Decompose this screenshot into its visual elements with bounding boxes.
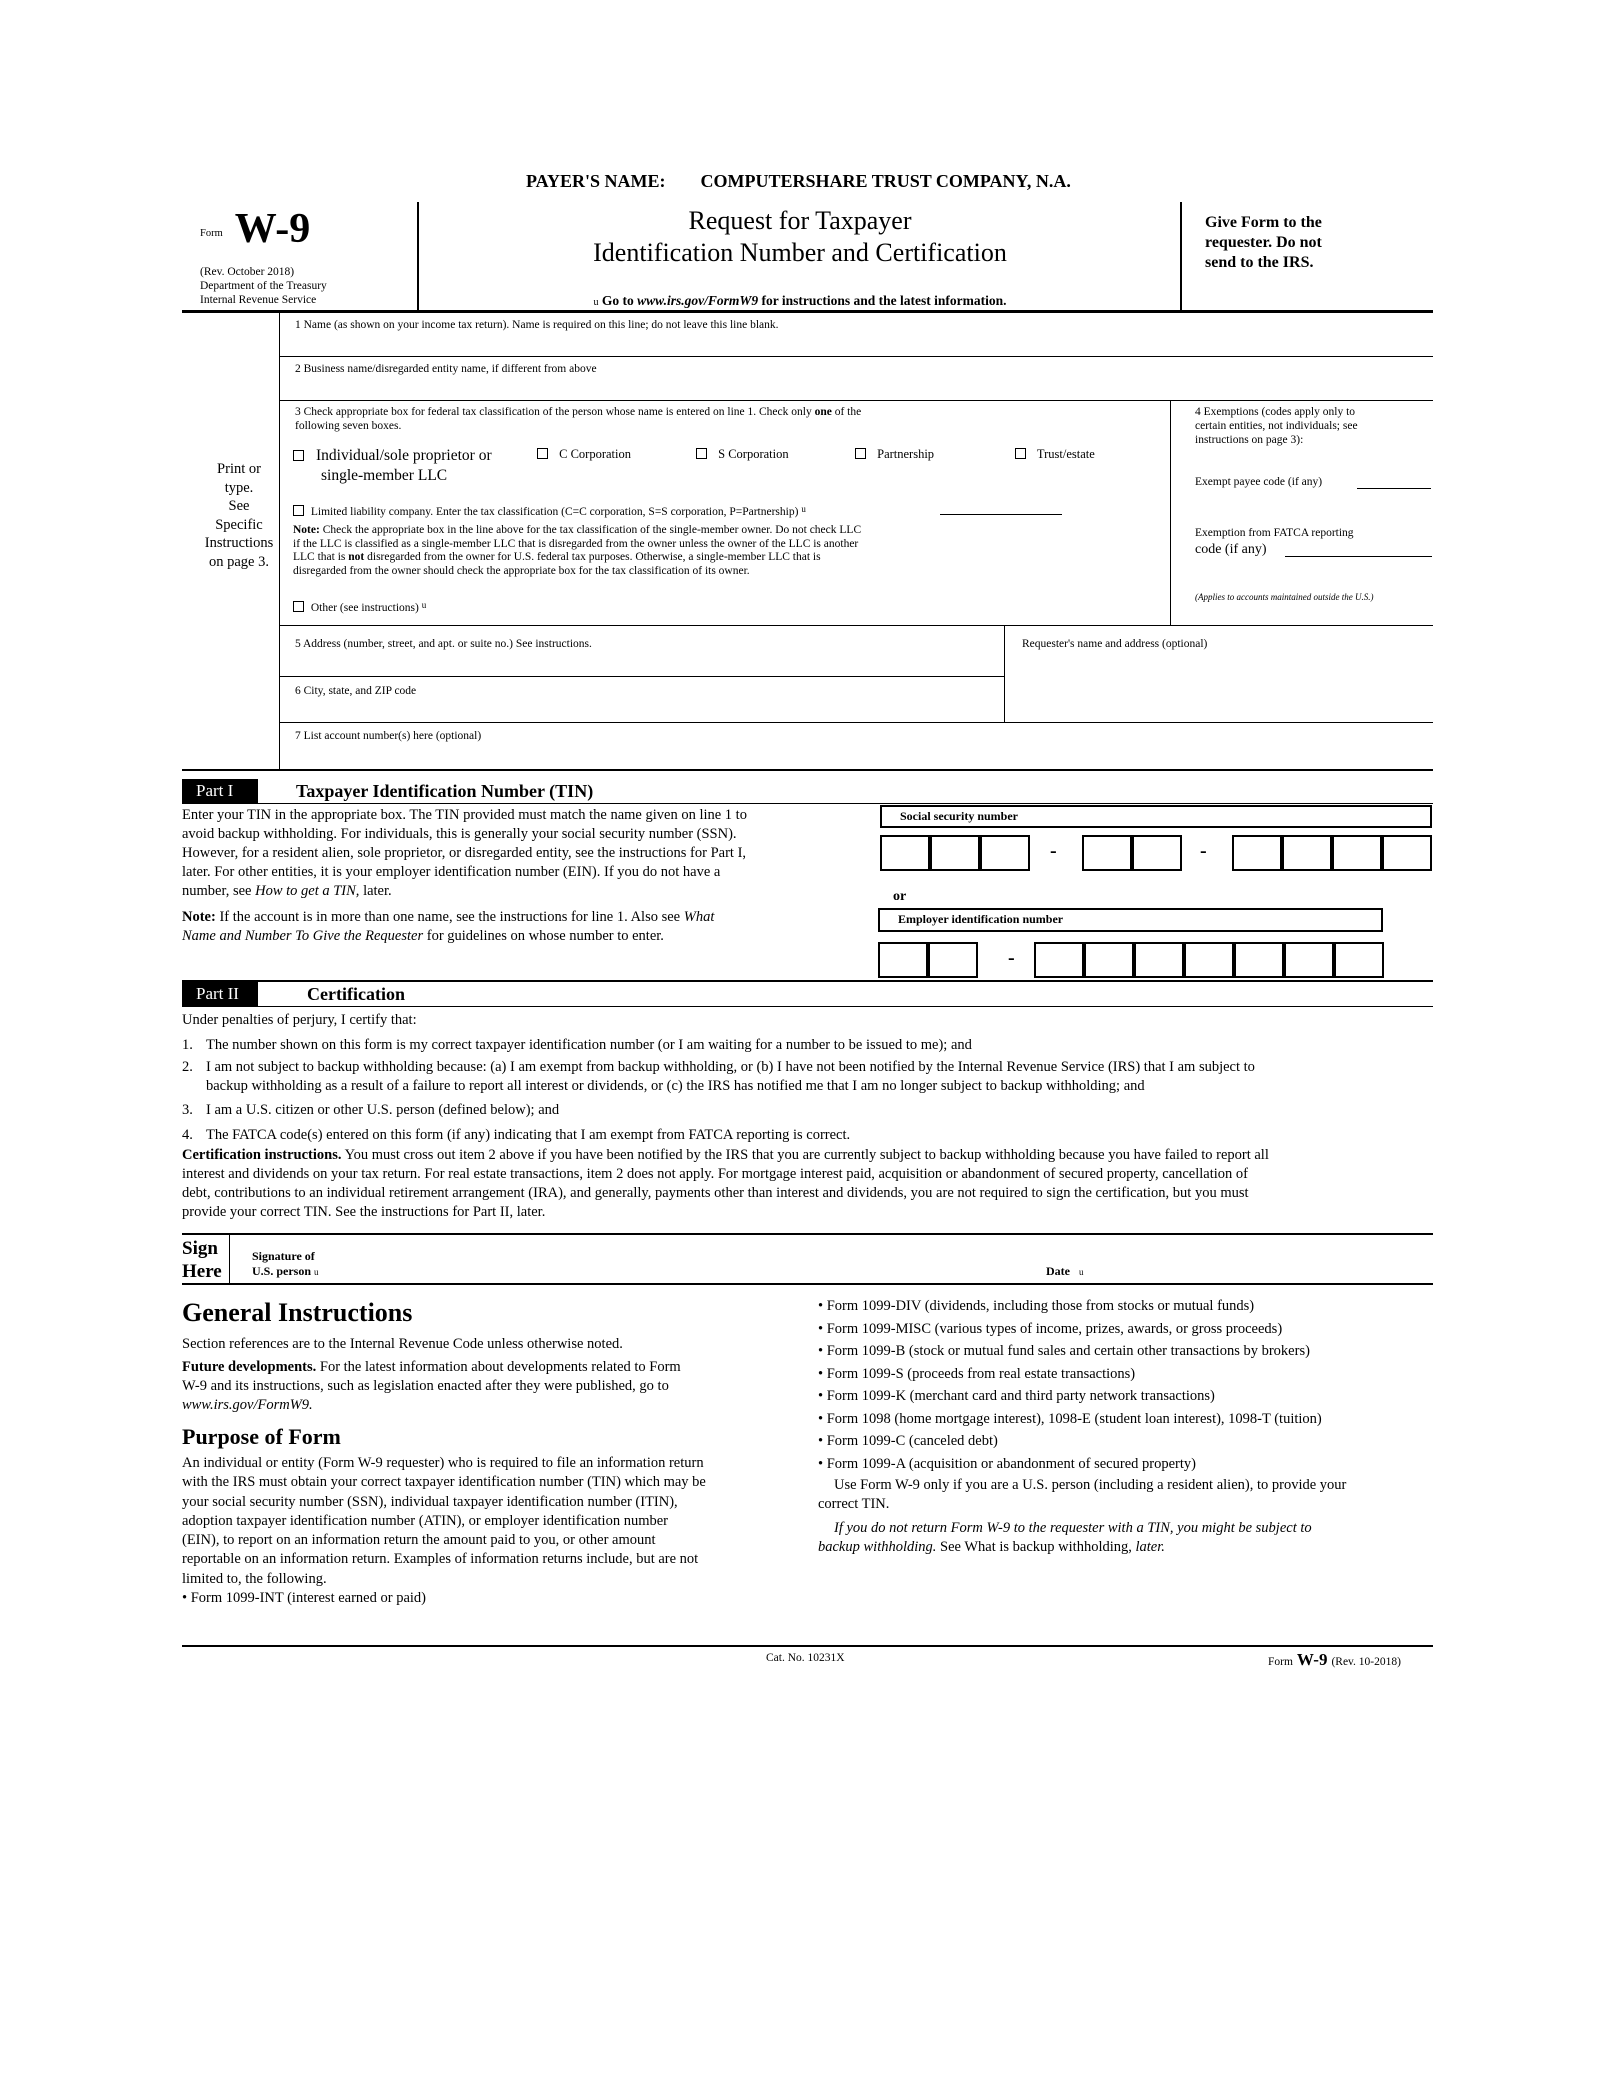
no-return-note xyxy=(818,1519,1438,1557)
cert-item-number: 4. xyxy=(182,1127,193,1143)
ein-digit-box[interactable] xyxy=(878,942,928,978)
name-field[interactable] xyxy=(282,334,1432,356)
line-5-label: 5 Address (number, street, and apt. or suite no.) See instructions. xyxy=(295,638,592,650)
sign-bottom-rule xyxy=(182,1283,1433,1285)
llc-note-text: if the LLC is classified as a single-member LLC that is disregarded from the owner unless the owner of the LLC is another xyxy=(293,537,859,550)
no-return-text: See What is backup withholding, xyxy=(940,1539,1132,1555)
ein-digit-box[interactable] xyxy=(1284,942,1334,978)
ein-digit-box[interactable] xyxy=(1034,942,1084,978)
purpose-line: limited to, the following. xyxy=(182,1570,327,1587)
give-form-line-2: requester. Do not xyxy=(1205,234,1322,251)
part-1-title: Taxpayer Identification Number (TIN) xyxy=(296,781,594,801)
part-2-title: Certification xyxy=(307,984,405,1004)
date-label xyxy=(1046,1264,1084,1280)
cert-item xyxy=(182,1101,559,1120)
line-1-rule xyxy=(280,356,1433,357)
cert-item-text: I am not subject to backup withholding because: (a) I am exempt from backup withholding, or (b) I have not been notified by the Internal Revenue Service (IRS) that I am subject to xyxy=(206,1059,1255,1075)
llc-note xyxy=(293,524,1163,578)
form-department: Department of the Treasury xyxy=(200,280,327,292)
purpose-line: (EIN), to report on an information return the amount paid to you, or other amount xyxy=(182,1532,656,1549)
line-7-label: 7 List account number(s) here (optional) xyxy=(295,730,482,742)
list-item: • Form 1098 (home mortgage interest), 1098-E (student loan interest), 1098-T (tuition) xyxy=(818,1410,1322,1427)
how-to-get-tin: How to get a TIN, xyxy=(255,883,360,899)
list-item: • Form 1099-K (merchant card and third party network transactions) xyxy=(818,1388,1215,1404)
ssn-digit-box[interactable] xyxy=(980,835,1030,871)
goto-line xyxy=(420,292,1180,311)
exemptions-line: 4 Exemptions (codes apply only to xyxy=(1195,406,1356,418)
ein-digit-box[interactable] xyxy=(1184,942,1234,978)
list-item: • Form 1099-A (acquisition or abandonment of secured property) xyxy=(818,1455,1196,1472)
cert-instructions xyxy=(182,1146,1433,1222)
title-line-1: Request for Taxpayer xyxy=(688,206,912,235)
line-1-label: 1 Name (as shown on your income tax return). Name is required on this line; do not leave this line blank. xyxy=(295,319,779,331)
cert-instructions-label: Certification instructions. xyxy=(182,1147,342,1163)
date-field[interactable] xyxy=(1100,1240,1430,1280)
sign-divider xyxy=(229,1235,230,1283)
purpose-text xyxy=(182,1454,782,1608)
exemptions-label xyxy=(1195,405,1430,447)
exemptions-line: certain entities, not individuals; see xyxy=(1195,420,1358,432)
sign-word: Sign xyxy=(182,1238,218,1259)
future-developments xyxy=(182,1358,782,1415)
arrow-icon: u xyxy=(421,600,427,610)
goto-url[interactable]: www.irs.gov/FormW9 xyxy=(637,293,759,308)
checkbox-llc[interactable] xyxy=(293,505,304,516)
cert-item-text: The number shown on this form is my correct taxpayer identification number (or I am waiting for a number to be issued to me); and xyxy=(206,1037,972,1053)
part-1-line: Enter your TIN in the appropriate box. The TIN provided must match the name given on line 1 to xyxy=(182,807,747,823)
list-item: • Form 1099-INT (interest earned or paid) xyxy=(182,1590,426,1607)
arrow-icon: u xyxy=(314,1267,319,1277)
ssn-dash: - xyxy=(1200,840,1207,862)
cert-instructions-text: interest and dividends on your tax return. For real estate transactions, item 2 does not apply. For mortgage interest paid, acquisition or abandonment of secured property, cancellation of xyxy=(182,1166,1248,1182)
future-developments-text: For the latest information about developments related to Form xyxy=(319,1359,681,1375)
part-1-note-italic: What xyxy=(683,909,715,925)
footer-rev: (Rev. 10-2018) xyxy=(1331,1656,1401,1668)
list-item: • Form 1099-DIV (dividends, including those from stocks or mutual funds) xyxy=(818,1298,1255,1314)
checkbox-other[interactable] xyxy=(293,601,304,612)
account-numbers-field[interactable] xyxy=(282,745,1432,767)
form-rev: (Rev. October 2018) xyxy=(200,266,295,278)
goto-prefix: Go to xyxy=(601,293,634,308)
ein-dash: - xyxy=(1008,947,1015,969)
line-3-text-c: following seven boxes. xyxy=(295,420,402,432)
part-1-note-label: Note: xyxy=(182,909,216,925)
llc-note-text: disregarded from the owner for U.S. federal tax purposes. Otherwise, a single-member LLC that is xyxy=(367,551,821,563)
give-form-line-1: Give Form to the xyxy=(1205,214,1322,231)
or-label: or xyxy=(893,889,907,904)
llc-note-text: LLC that is xyxy=(293,551,346,563)
address-field[interactable] xyxy=(282,652,1002,676)
line-6-rule xyxy=(280,722,1433,723)
checkbox-c-corp[interactable] xyxy=(537,448,548,459)
side-label-line: Instructions xyxy=(204,535,274,551)
line-3-one: one xyxy=(814,406,832,418)
sign-label xyxy=(182,1237,222,1283)
part-1-note xyxy=(182,908,862,946)
fatca-label-1: Exemption from FATCA reporting xyxy=(1195,527,1354,539)
side-label-line: Print or xyxy=(217,461,261,477)
side-label-line: on page 3. xyxy=(209,553,269,570)
option-trust[interactable] xyxy=(1015,447,1095,462)
cert-item-number: 1. xyxy=(182,1037,193,1053)
use-form-text: Use Form W-9 only if you are a U.S. person (including a resident alien), to provide your xyxy=(834,1477,1347,1493)
side-label-line: Specific xyxy=(215,516,263,533)
header-divider-right xyxy=(1180,202,1182,312)
line-3-rule xyxy=(280,625,1433,626)
option-individual[interactable] xyxy=(293,446,492,465)
checkbox-individual[interactable] xyxy=(293,450,304,461)
part-2-tag: Part II xyxy=(182,982,258,1006)
list-item: • Form 1099-S (proceeds from real estate transactions) xyxy=(818,1365,1136,1382)
checkbox-s-corp[interactable] xyxy=(696,448,707,459)
no-return-later: later. xyxy=(1135,1539,1165,1555)
option-partnership-label: Partnership xyxy=(877,447,935,461)
option-s-corp-label: S Corporation xyxy=(718,447,789,461)
form-title xyxy=(420,205,1180,269)
exempt-payee-field[interactable] xyxy=(1357,488,1431,489)
purpose-line: adoption taxpayer identification number (ATIN), or employer identification number xyxy=(182,1512,668,1529)
line-3-label xyxy=(295,405,1155,433)
line-2-rule xyxy=(280,400,1433,401)
signature-label-1: Signature of xyxy=(252,1249,315,1263)
cert-item-number: 2. xyxy=(182,1059,193,1075)
ein-digit-box[interactable] xyxy=(1334,942,1384,978)
section-rule xyxy=(182,769,1433,771)
line-6-label: 6 City, state, and ZIP code xyxy=(295,685,417,697)
part-1-rule xyxy=(182,803,1433,804)
city-state-zip-field[interactable] xyxy=(282,699,1002,721)
ssn-digit-box[interactable] xyxy=(880,835,930,871)
payer-name: COMPUTERSHARE TRUST COMPANY, N.A. xyxy=(700,171,1071,191)
line-3-text-a: 3 Check appropriate box for federal tax classification of the person whose name is entered on line 1. Check only xyxy=(295,406,812,418)
option-s-corp[interactable] xyxy=(696,447,789,462)
form-list xyxy=(818,1295,1438,1475)
requester-field[interactable] xyxy=(1007,652,1432,720)
line-5-rule xyxy=(280,676,1005,677)
requester-label: Requester's name and address (optional) xyxy=(1022,638,1208,650)
exemptions-divider xyxy=(1170,401,1171,625)
part-1-note-text: for guidelines on whose number to enter. xyxy=(426,928,664,944)
cert-item-text: I am a U.S. citizen or other U.S. person (defined below); and xyxy=(206,1102,560,1118)
ein-digit-box[interactable] xyxy=(1084,942,1134,978)
list-item: • Form 1099-B (stock or mutual fund sales and certain other transactions by brokers) xyxy=(818,1343,1310,1359)
give-form-note xyxy=(1205,213,1322,273)
signature-field[interactable] xyxy=(345,1240,1035,1280)
form-word: Form xyxy=(200,228,223,239)
ssn-dash: - xyxy=(1050,840,1057,862)
header-divider-left xyxy=(417,202,419,312)
llc-classification-field[interactable] xyxy=(940,514,1062,515)
ein-digit-box[interactable] xyxy=(1234,942,1284,978)
ein-digit-box[interactable] xyxy=(1134,942,1184,978)
footer-form-word: Form xyxy=(1268,1656,1293,1668)
option-other-label: Other (see instructions) xyxy=(310,602,419,614)
ssn-digit-box[interactable] xyxy=(1082,835,1132,871)
cert-item xyxy=(182,1036,972,1055)
checkbox-partnership[interactable] xyxy=(855,448,866,459)
cert-item-continuation: backup withholding as a result of a failure to report all interest or dividends, or (c) the IRS has notified me that I am no longer subject to backup withholding; and xyxy=(206,1078,1145,1094)
ssn-label: Social security number xyxy=(880,805,1432,828)
list-item: • Form 1099-C (canceled debt) xyxy=(818,1433,998,1449)
requester-divider xyxy=(1004,626,1005,722)
ein-label: Employer identification number xyxy=(878,908,1383,932)
part-1-line: However, for a resident alien, sole proprietor, or disregarded entity, see the instructions for Part I, xyxy=(182,845,747,861)
checkbox-trust[interactable] xyxy=(1015,448,1026,459)
signature-label-2: U.S. person xyxy=(252,1264,312,1278)
cert-item-text: The FATCA code(s) entered on this form (if any) indicating that I am exempt from FATCA reporting is correct. xyxy=(206,1127,851,1143)
llc-note-text: Check the appropriate box in the line above for the tax classification of the single-member owner. Do not check LLC xyxy=(322,524,862,536)
no-return-text: If you do not return Form W-9 to the requester with a TIN, you might be subject to xyxy=(834,1520,1312,1536)
future-developments-text: W-9 and its instructions, such as legislation enacted after they were published, go to xyxy=(182,1378,669,1394)
payer-header xyxy=(526,170,1071,192)
future-developments-label: Future developments. xyxy=(182,1359,317,1375)
option-llc[interactable] xyxy=(293,502,806,519)
fatca-code-field[interactable] xyxy=(1285,556,1432,557)
option-individual-line-1: Individual/sole proprietor or xyxy=(316,447,492,464)
header-rule xyxy=(182,310,1433,313)
form-id-block xyxy=(200,205,415,307)
exempt-payee-label: Exempt payee code (if any) xyxy=(1195,476,1323,488)
exemptions-line: instructions on page 3): xyxy=(1195,434,1304,446)
option-partnership[interactable] xyxy=(855,447,934,462)
catalog-number: Cat. No. 10231X xyxy=(766,1652,845,1664)
ssn-digit-box[interactable] xyxy=(1232,835,1282,871)
side-label xyxy=(196,460,282,571)
purpose-title: Purpose of Form xyxy=(182,1424,341,1449)
ssn-digit-box[interactable] xyxy=(1282,835,1332,871)
here-word: Here xyxy=(182,1261,222,1282)
cert-item-number: 3. xyxy=(182,1102,193,1118)
ssn-digit-box[interactable] xyxy=(1132,835,1182,871)
use-form-text: correct TIN. xyxy=(818,1496,890,1512)
cert-instructions-text: You must cross out item 2 above if you have been notified by the IRS that you are currently subject to backup withholding because you have failed to report all xyxy=(344,1147,1269,1163)
purpose-line: An individual or entity (Form W-9 requester) who is required to file an information return xyxy=(182,1455,704,1471)
purpose-line: reportable on an information return. Examples of information returns include, but are not xyxy=(182,1551,699,1568)
cert-item xyxy=(182,1058,1255,1077)
date-word: Date xyxy=(1046,1264,1070,1278)
purpose-line: your social security number (SSN), individual taxpayer identification number (ITIN), xyxy=(182,1493,678,1510)
llc-note-not: not xyxy=(348,551,365,563)
purpose-line: with the IRS must obtain your correct taxpayer identification number (TIN) which may be xyxy=(182,1474,706,1491)
ssn-digit-box[interactable] xyxy=(1382,835,1432,871)
part-1-line: later. For other entities, it is your employer identification number (EIN). If you do not have a xyxy=(182,864,721,880)
payer-label: PAYER'S NAME: xyxy=(526,171,666,191)
llc-note-text: disregarded from the owner should check the appropriate box for the tax classification of its owner. xyxy=(293,564,750,577)
llc-note-label: Note: xyxy=(293,524,320,536)
future-developments-url[interactable]: www.irs.gov/FormW9. xyxy=(182,1397,313,1413)
footer-form-id xyxy=(1268,1650,1401,1670)
part-1-note-text: If the account is in more than one name, see the instructions for line 1. Also see xyxy=(219,909,681,925)
list-item: • Form 1099-MISC (various types of income, prizes, awards, or gross proceeds) xyxy=(818,1320,1283,1337)
option-individual-line-2: single-member LLC xyxy=(321,467,448,484)
cert-instructions-text: debt, contributions to an individual retirement arrangement (IRA), and generally, payments other than interest and dividends, you are not required to sign the certification, but you must xyxy=(182,1185,1249,1201)
arrow-icon: u xyxy=(593,297,599,308)
part-1-line: avoid backup withholding. For individuals, this is generally your social security number (SSN). xyxy=(182,826,737,842)
option-trust-label: Trust/estate xyxy=(1036,447,1095,461)
form-irs: Internal Revenue Service xyxy=(200,294,317,306)
signature-label xyxy=(252,1249,319,1280)
option-c-corp[interactable] xyxy=(537,447,631,462)
part-1-tag: Part I xyxy=(182,779,258,803)
ssn-digit-box[interactable] xyxy=(1332,835,1382,871)
goto-suffix: for instructions and the latest information. xyxy=(761,293,1007,308)
no-return-text: backup withholding. xyxy=(818,1539,937,1555)
section-references: Section references are to the Internal Revenue Code unless otherwise noted. xyxy=(182,1336,623,1352)
cert-intro: Under penalties of perjury, I certify that: xyxy=(182,1012,417,1028)
line-2-label: 2 Business name/disregarded entity name, if different from above xyxy=(295,363,597,375)
ein-digit-box[interactable] xyxy=(928,942,978,978)
option-llc-label: Limited liability company. Enter the tax classification (C=C corporation, S=S corporation, P=Partnership) xyxy=(310,506,799,518)
arrow-icon: u xyxy=(1079,1267,1084,1277)
give-form-line-3: send to the IRS. xyxy=(1205,254,1314,271)
arrow-icon: u xyxy=(801,504,806,514)
fatca-note: (Applies to accounts maintained outside the U.S.) xyxy=(1195,592,1374,602)
footer-rule xyxy=(182,1645,1433,1647)
title-line-2: Identification Number and Certification xyxy=(593,238,1007,267)
line-3-text-b: of the xyxy=(834,406,862,418)
cert-item xyxy=(182,1126,850,1145)
part-1-line: number, see xyxy=(182,883,252,899)
option-c-corp-label: C Corporation xyxy=(559,447,631,461)
fatca-label-2: code (if any) xyxy=(1195,542,1267,557)
ssn-digit-box[interactable] xyxy=(930,835,980,871)
use-form-note xyxy=(818,1476,1438,1514)
business-name-field[interactable] xyxy=(282,378,1432,400)
footer-form-code: W-9 xyxy=(1296,1650,1328,1669)
general-instructions-title: General Instructions xyxy=(182,1298,413,1327)
side-label-line: type. xyxy=(224,479,254,496)
part-1-text xyxy=(182,806,862,901)
side-label-line: See xyxy=(228,498,250,514)
sign-top-rule xyxy=(182,1233,1433,1235)
form-code: W-9 xyxy=(234,206,311,252)
part-2-rule xyxy=(182,1006,1433,1007)
cert-instructions-text: provide your correct TIN. See the instructions for Part II, later. xyxy=(182,1204,546,1220)
part-1-line: later. xyxy=(363,883,392,899)
part-1-note-italic: Name and Number To Give the Requester xyxy=(182,928,424,944)
option-other[interactable] xyxy=(293,598,426,615)
